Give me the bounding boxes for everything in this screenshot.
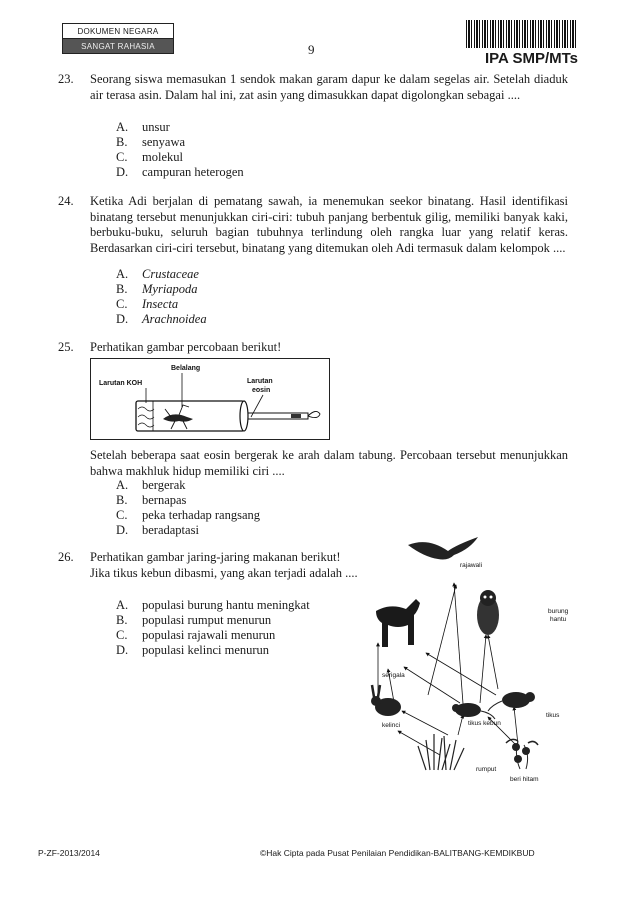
beri-hitam-label: beri hitam <box>510 776 539 783</box>
option: C. molekul <box>116 150 183 164</box>
kelinci-label: kelinci <box>382 722 401 729</box>
question-text: Perhatikan gambar jaring-jaring makanan berikut! <box>90 550 341 564</box>
food-web-diagram <box>368 535 576 785</box>
eosin-label-1: Larutan <box>247 378 273 385</box>
rumput-label: rumput <box>476 766 497 773</box>
question-text: Seorang siswa memasukan 1 sendok makan garam dapur ke dalam segelas air. Setelah diaduk air terasa asin. Dalam hal ini, zat asin yang dimasukkan dapat digolongkan sebagai .... <box>90 72 568 102</box>
footer-copyright: ©Hak Cipta pada Pusat Penilaian Pendidikan-BALITBANG-KEMDIKBUD <box>260 848 535 858</box>
barcode-image <box>466 20 576 48</box>
rajawali-label: rajawali <box>460 562 483 569</box>
option: A. Crustaceae <box>116 267 199 281</box>
eosin-label-2: eosin <box>252 387 271 394</box>
option: B. senyawa <box>116 135 186 149</box>
option: D. campuran heterogen <box>116 165 244 179</box>
rabbit-icon <box>371 685 401 716</box>
koh-label: Larutan KOH <box>99 380 143 387</box>
tikus-label: tikus <box>546 712 560 719</box>
option: C. populasi rajawali menurun <box>116 628 276 642</box>
option: C. Insecta <box>116 297 179 311</box>
food-web-figure <box>368 535 576 785</box>
respirometer-diagram <box>91 359 329 439</box>
option: A. unsur <box>116 120 170 134</box>
option: D. Arachnoidea <box>116 312 207 326</box>
question-text: Ketika Adi berjalan di pematang sawah, ia menemukan seekor binatang. Hasil identifikasi binatang tersebut menunjukkan ciri-ciri: tubuh panjang berbentuk gilig, memiliki banyak kaki, berbuku-buku, seluruh bagian tubuhnya terlindung oleh rangka luar yang relatif keras. Berdasarkan ciri-ciri tersebut, binatang yang ditemukan oleh Adi termasuk dalam kelompok .... <box>90 194 568 255</box>
question-number: 24. <box>58 194 74 208</box>
option: B. bernapas <box>116 493 187 507</box>
option: D. populasi kelinci menurun <box>116 643 270 657</box>
experiment-figure <box>90 358 330 440</box>
wolf-icon <box>376 599 420 647</box>
eagle-icon <box>408 537 478 560</box>
option: B. populasi rumput menurun <box>116 613 272 627</box>
option: A. populasi burung hantu meningkat <box>116 598 310 612</box>
option: D. beradaptasi <box>116 523 199 537</box>
question-text: Setelah beberapa saat eosin bergerak ke arah dalam tabung. Percobaan tersebut menunjukkan bahwa makhluk hidup memiliki ciri .... <box>90 448 568 478</box>
option: B. Myriapoda <box>116 282 198 296</box>
option: C. peka terhadap rangsang <box>116 508 260 522</box>
burung-hantu-label-2: hantu <box>550 616 567 623</box>
belalang-label: Belalang <box>171 365 201 372</box>
blackberry-icon <box>506 739 538 769</box>
footer-code: P-ZF-2013/2014 <box>38 848 100 858</box>
question-text: Jika tikus kebun dibasmi, yang akan terjadi adalah .... <box>90 566 358 580</box>
secret-label: SANGAT RAHASIA <box>63 39 173 53</box>
tikus-kebun-label: tikus kebun <box>468 720 501 727</box>
page-number: 9 <box>308 42 315 57</box>
question-number: 25. <box>58 340 74 354</box>
doc-label: DOKUMEN NEGARA <box>63 24 173 39</box>
burung-hantu-label-1: burung <box>548 608 569 615</box>
document-classification-box <box>62 23 174 54</box>
grass-icon <box>418 734 464 770</box>
question-number: 23. <box>58 72 74 86</box>
subject-title: IPA SMP/MTs <box>484 50 578 67</box>
question-text: Perhatikan gambar percobaan berikut! <box>90 340 282 354</box>
option: A. bergerak <box>116 478 186 492</box>
serigala-label: serigala <box>382 672 405 679</box>
owl-icon <box>477 590 499 635</box>
grasshopper-icon <box>163 405 193 429</box>
question-number: 26. <box>58 550 74 564</box>
